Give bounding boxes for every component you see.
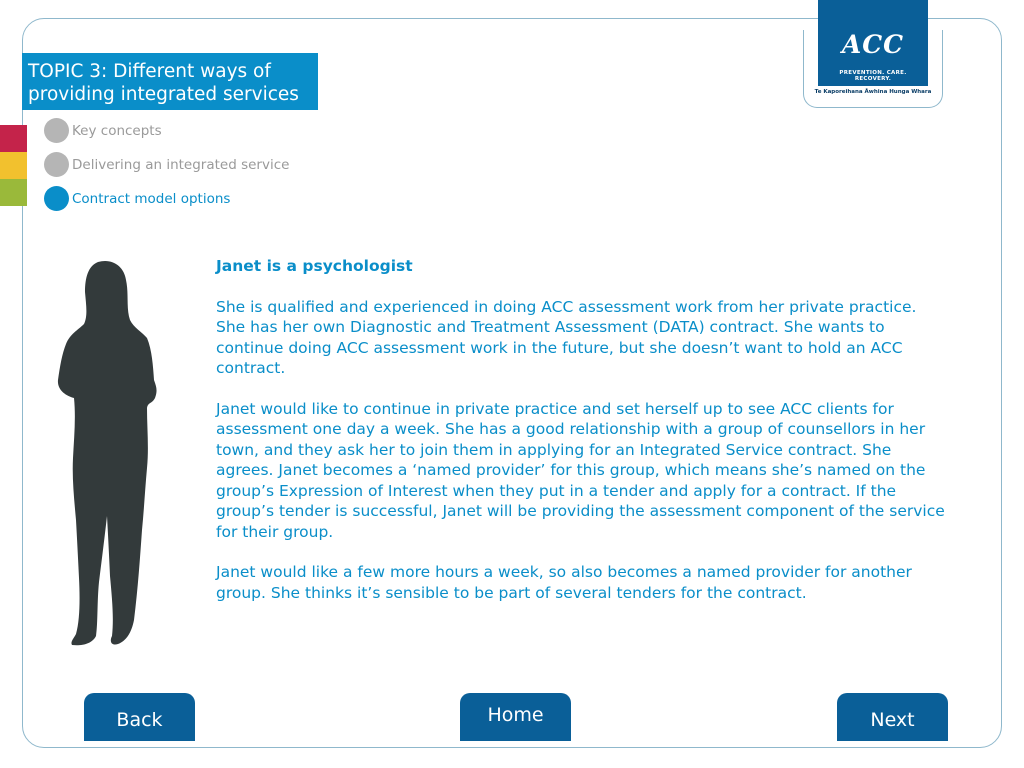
- nav-item-label: Contract model options: [72, 191, 231, 207]
- story-heading: Janet is a psychologist: [216, 257, 413, 275]
- story-paragraph-1: She is qualified and experienced in doing ACC assessment work from her private practice. She has her own Diagnostic and Treatment Assessment (DATA) contract. She wants to continue doing ACC assessment work in the future, but she doesn’t want to hold an ACC contract.: [216, 297, 917, 377]
- logo-tagline: PREVENTION. CARE. RECOVERY.: [839, 70, 907, 82]
- back-button[interactable]: [84, 693, 195, 741]
- nav-item-contract-model-options[interactable]: [44, 186, 344, 212]
- nav-item-key-concepts[interactable]: [44, 118, 344, 144]
- color-strip-green: [0, 179, 27, 206]
- color-strip-red: [0, 125, 27, 152]
- nav-bullet-active-icon: [44, 186, 69, 211]
- woman-silhouette-icon: [52, 258, 162, 648]
- acc-logo: [803, 0, 943, 108]
- story-content: [216, 256, 946, 623]
- nav-bullet-icon: [44, 118, 69, 143]
- topic-title-line2: providing integrated services: [28, 84, 299, 105]
- story-paragraph-3: Janet would like a few more hours a week, so also becomes a named provider for another group. She thinks it’s sensible to be part of several tenders for the contract.: [216, 563, 912, 602]
- nav-item-label: Delivering an integrated service: [72, 157, 290, 173]
- color-strip-yellow: [0, 152, 27, 179]
- next-button-label: Next: [870, 709, 915, 731]
- home-button[interactable]: [460, 693, 571, 741]
- logo-tab: [818, 0, 928, 86]
- topic-title: [22, 53, 318, 110]
- back-button-label: Back: [116, 709, 163, 731]
- logo-mark: ACC: [841, 30, 905, 59]
- home-button-label: Home: [487, 704, 544, 726]
- nav-bullet-icon: [44, 152, 69, 177]
- logo-maori-text: Te Kaporeihana Āwhina Hunga Whara: [814, 89, 932, 95]
- nav-item-delivering-integrated-service[interactable]: [44, 152, 344, 178]
- story-paragraph-2: Janet would like to continue in private practice and set herself up to see ACC clients for assessment one day a week. She has a good relationship with a group of counsellors in her town, and they ask her to join them in applying for an Integrated Service contract. She agrees. Janet becomes a ‘named provider’ for this group, which means she’s named on the group’s Expression of Interest when they put in a tender and apply for a contract. If the group’s tender is successful, Janet will be providing the assessment component of the service for their group.: [216, 399, 945, 541]
- next-button[interactable]: [837, 693, 948, 741]
- nav-item-label: Key concepts: [72, 123, 162, 139]
- topic-title-line1: TOPIC 3: Different ways of: [28, 61, 271, 82]
